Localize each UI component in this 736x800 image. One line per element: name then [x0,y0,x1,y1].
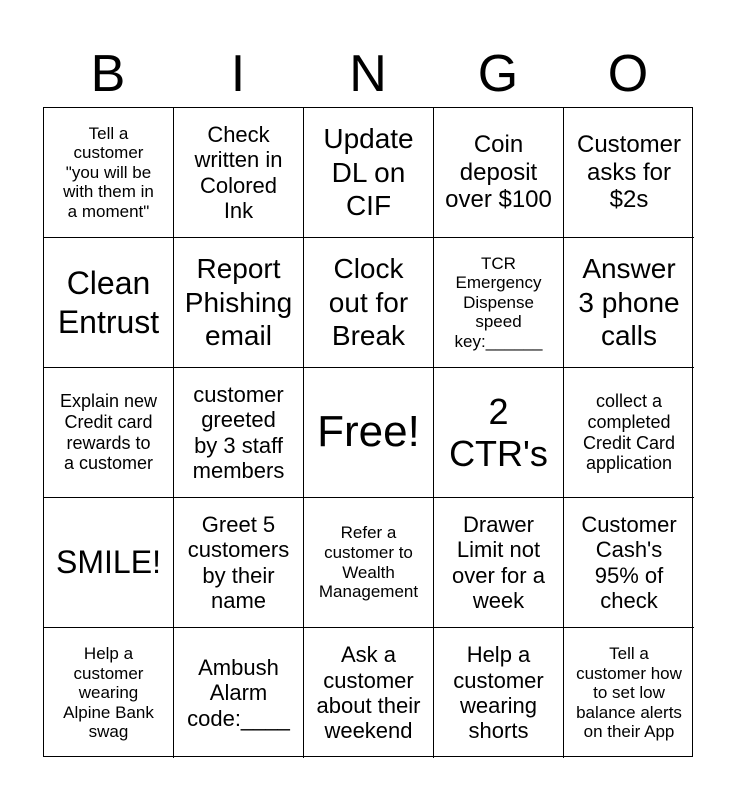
bingo-cell[interactable]: Help a customer wearing Alpine Bank swag [44,628,174,758]
bingo-cell[interactable]: TCR Emergency Dispense speed key:______ [434,238,564,368]
bingo-cell[interactable]: Customer asks for $2s [564,108,694,238]
bingo-cell[interactable]: Tell a customer "you will be with them in a moment" [44,108,174,238]
bingo-board [43,107,693,757]
bingo-cell[interactable]: Update DL on CIF [304,108,434,238]
bingo-cell[interactable]: collect a completed Credit Card application [564,368,694,498]
bingo-cell[interactable]: Customer Cash's 95% of check [564,498,694,628]
header-letter-i: I [230,45,246,103]
bingo-cell[interactable]: Drawer Limit not over for a week [434,498,564,628]
bingo-cell[interactable]: Check written in Colored Ink [174,108,304,238]
bingo-cell[interactable]: Help a customer wearing shorts [434,628,564,758]
free-space[interactable]: Free! [304,368,434,498]
bingo-cell[interactable]: 2 CTR's [434,368,564,498]
header-letter-b: B [90,45,126,103]
header-letter-g: G [477,45,519,103]
bingo-cell[interactable]: Ambush Alarm code:____ [174,628,304,758]
bingo-cell[interactable]: Tell a customer how to set low balance alerts on their App [576,644,682,742]
bingo-cell[interactable]: SMILE! [44,498,174,628]
header-letter-o: O [607,45,649,103]
bingo-cell[interactable]: Report Phishing email [174,238,304,368]
bingo-cell[interactable]: Coin deposit over $100 [434,108,564,238]
bingo-cell[interactable]: Ask a customer about their weekend [304,628,434,758]
bingo-cell[interactable]: Clock out for Break [304,238,434,368]
header-letter-n: N [349,45,387,103]
bingo-cell[interactable]: Explain new Credit card rewards to a customer [44,368,174,498]
bingo-cell[interactable]: Clean Entrust [44,238,174,368]
bingo-cell[interactable]: customer greeted by 3 staff members [174,368,304,498]
bingo-cell[interactable]: Answer 3 phone calls [564,238,694,368]
bingo-cell[interactable]: Greet 5 customers by their name [174,498,304,628]
bingo-header [43,40,693,108]
bingo-cell[interactable]: Refer a customer to Wealth Management [304,498,434,628]
